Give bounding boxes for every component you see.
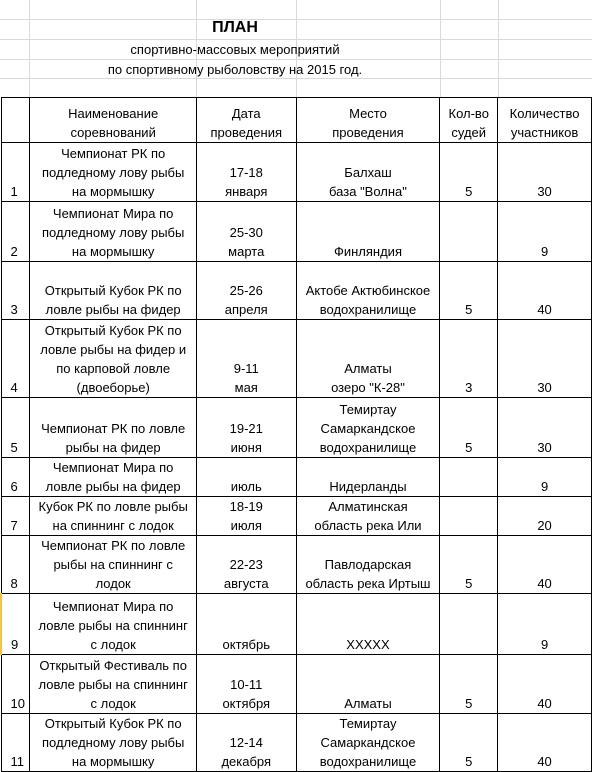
cell-text-line: Павлодарская: [324, 557, 412, 572]
cell-text-line: Самаркандское: [320, 735, 416, 750]
row-number-cell[interactable]: 5: [1, 398, 30, 458]
cell-text-line: Темиртау: [339, 716, 397, 731]
event-place-cell[interactable]: [296, 398, 440, 458]
event-name-cell[interactable]: [30, 202, 196, 262]
cell-text-line: Балхаш: [344, 165, 392, 180]
cell-text-line: апреля: [224, 302, 268, 317]
cell-text-line: Алматы: [344, 696, 392, 711]
event-date-cell[interactable]: [196, 458, 296, 497]
row-number-cell[interactable]: 2: [1, 202, 30, 262]
header-text: Место: [349, 106, 387, 121]
header-text: Наименование: [68, 106, 159, 121]
cell-text-line: 19-21: [229, 421, 263, 436]
table-row: [1, 497, 592, 536]
table-row: [1, 320, 592, 398]
judges-count-cell[interactable]: [440, 202, 498, 262]
event-name-cell[interactable]: [30, 536, 196, 594]
table-row: [1, 536, 592, 594]
table-row: [1, 458, 592, 497]
participants-count-cell[interactable]: 20: [498, 497, 592, 536]
header-cell-place[interactable]: [296, 98, 440, 143]
cell-text-line: водохранилище: [319, 440, 417, 455]
header-text: Количество: [509, 106, 580, 121]
grid-line: [0, 78, 592, 79]
cell-text-line: подледному лову рыбы: [41, 225, 185, 240]
cell-text-line: лодок: [95, 576, 131, 591]
grid-line: [0, 59, 592, 60]
cell-text-line: июня: [230, 440, 262, 455]
header-text: проведения: [332, 125, 404, 140]
cell-text-line: июля: [230, 518, 262, 533]
cell-text-line: с лодок: [90, 696, 136, 711]
cell-text-line: (двоеборье): [76, 380, 150, 395]
header-text: судей: [451, 125, 487, 140]
cell-text-line: октября: [222, 696, 271, 711]
cell-text-line: Самаркандское: [320, 421, 416, 436]
cell-text-line: водохранилище: [319, 302, 417, 317]
cell-text-line: Открытый Фестиваль по: [39, 658, 187, 673]
cell-text-line: 17-18: [229, 165, 263, 180]
cell-text-line: 25-26: [229, 283, 263, 298]
cell-text-line: ловле рыбы на спиннинг: [38, 677, 188, 692]
judges-count-cell[interactable]: 5: [440, 143, 498, 202]
header-text: Кол-во: [448, 106, 489, 121]
row-number-cell[interactable]: 3: [1, 262, 30, 320]
table-row: [1, 655, 592, 714]
event-date-cell[interactable]: [196, 143, 296, 202]
participants-count-cell[interactable]: 9: [498, 202, 592, 262]
table-row: [1, 262, 592, 320]
cell-text-line: Открытый Кубок РК по: [44, 716, 182, 731]
cell-text-line: 9-11: [233, 361, 259, 376]
event-name-cell[interactable]: [30, 594, 196, 655]
event-place-cell[interactable]: [296, 143, 440, 202]
cell-text-line: Темиртау: [339, 402, 397, 417]
cell-text-line: Чемпионат РК по ловле: [41, 421, 186, 436]
table-row: [1, 594, 592, 655]
cell-text-line: ловле рыбы на фидер: [45, 302, 181, 317]
cell-text-line: мая: [234, 380, 258, 395]
cell-text-line: Открытый Кубок РК по: [44, 283, 182, 298]
event-name-cell[interactable]: [30, 714, 196, 772]
event-name-cell[interactable]: [30, 655, 196, 714]
grid-line: [0, 39, 592, 40]
event-name-cell[interactable]: [30, 497, 196, 536]
cell-text-line: подледному лову рыбы: [41, 165, 185, 180]
cell-text-line: Чемпионат Мира по: [52, 460, 174, 475]
participants-count-cell[interactable]: 30: [498, 398, 592, 458]
judges-count-cell[interactable]: 3: [440, 320, 498, 398]
cell-text-line: Чемпионат Мира по: [52, 206, 174, 221]
cell-text-line: водохранилище: [319, 754, 417, 769]
event-place-cell[interactable]: [296, 536, 440, 594]
header-text: участников: [510, 125, 579, 140]
cell-text-line: на мормышку: [71, 754, 155, 769]
event-date-cell[interactable]: [196, 398, 296, 458]
participants-count-cell[interactable]: 40: [498, 655, 592, 714]
judges-count-cell[interactable]: 5: [440, 536, 498, 594]
judges-count-cell[interactable]: [440, 458, 498, 497]
participants-count-cell[interactable]: 40: [498, 262, 592, 320]
event-date-cell[interactable]: [196, 655, 296, 714]
cell-text-line: Актобе Актюбинское: [305, 283, 431, 298]
judges-count-cell[interactable]: 5: [440, 714, 498, 772]
plan-subtitle-line2: по спортивному рыболовству на 2015 год.: [107, 62, 363, 77]
event-place-cell[interactable]: [296, 262, 440, 320]
cell-text-line: 10-11: [230, 677, 263, 692]
cell-text-line: Чемпионат Мира по: [52, 599, 174, 614]
cell-text-line: 12-14: [229, 735, 263, 750]
table-header-row: [1, 98, 592, 143]
event-name-cell[interactable]: [30, 458, 196, 497]
event-date-cell[interactable]: [196, 497, 296, 536]
header-cell-name[interactable]: [30, 98, 196, 143]
cell-text-line: озеро "К-28": [331, 380, 405, 395]
cell-text-line: на мормышку: [71, 244, 155, 259]
cell-text-line: Чемпионат РК по: [61, 146, 166, 161]
cell-text-line: рыбы на фидер: [65, 440, 161, 455]
participants-count-cell[interactable]: 9: [498, 594, 592, 655]
row-number-cell[interactable]: 11: [1, 714, 30, 772]
event-date-cell[interactable]: [196, 594, 296, 655]
event-date-cell[interactable]: [196, 536, 296, 594]
table-row: [1, 143, 592, 202]
participants-count-cell[interactable]: 30: [498, 143, 592, 202]
cell-text-line: ловле рыбы на фидер и: [40, 342, 187, 357]
event-place-cell[interactable]: [296, 202, 440, 262]
judges-count-cell[interactable]: 5: [440, 398, 498, 458]
cell-text-line: на мормышку: [71, 184, 155, 199]
event-name-cell[interactable]: [30, 143, 196, 202]
event-place-cell[interactable]: [296, 655, 440, 714]
row-number-cell[interactable]: 1: [1, 143, 30, 202]
event-name-cell[interactable]: [30, 398, 196, 458]
event-place-cell[interactable]: [296, 714, 440, 772]
judges-count-cell[interactable]: 5: [440, 655, 498, 714]
cell-text-line: марта: [228, 244, 265, 259]
event-date-cell[interactable]: [196, 714, 296, 772]
table-row: [1, 714, 592, 772]
participants-count-cell[interactable]: 40: [498, 714, 592, 772]
cell-text-line: на спиннинг с лодок: [52, 518, 174, 533]
cell-text-line: Нидерланды: [329, 479, 407, 494]
event-date-cell[interactable]: [196, 202, 296, 262]
header-text: соревнований: [70, 125, 156, 140]
cell-text-line: июль: [230, 479, 262, 494]
cell-text-line: рыбы на спиннинг с: [53, 557, 173, 572]
table-row: [1, 202, 592, 262]
participants-count-cell[interactable]: 30: [498, 320, 592, 398]
event-date-cell[interactable]: [196, 262, 296, 320]
header-cell-number[interactable]: [1, 98, 30, 143]
cell-text-line: по карповой ловле: [56, 361, 171, 376]
event-place-cell[interactable]: [296, 458, 440, 497]
event-name-cell[interactable]: [30, 262, 196, 320]
cell-text-line: Открытый Кубок РК по: [44, 323, 182, 338]
event-place-cell[interactable]: [296, 497, 440, 536]
header-cell-judges[interactable]: [440, 98, 498, 143]
cell-text-line: Алматы: [344, 361, 392, 376]
events-table: [0, 97, 592, 772]
plan-subtitle-line1: спортивно-массовых мероприятий: [130, 42, 340, 57]
judges-count-cell[interactable]: [440, 497, 498, 536]
cell-text-line: Чемпионат РК по ловле: [41, 538, 186, 553]
header-text: проведения: [210, 125, 282, 140]
header-cell-participants[interactable]: [498, 98, 592, 143]
cell-text-line: Алматинская: [328, 499, 408, 514]
participants-count-cell[interactable]: 40: [498, 536, 592, 594]
table-row: [1, 398, 592, 458]
cell-text-line: Кубок РК по ловле рыбы: [38, 499, 188, 514]
row-number-cell[interactable]: 4: [1, 320, 30, 398]
cell-text-line: декабря: [221, 754, 272, 769]
cell-text-line: августа: [223, 576, 269, 591]
cell-text-line: января: [225, 184, 268, 199]
cell-text-line: база "Волна": [329, 184, 407, 199]
cell-text-line: 25-30: [229, 225, 263, 240]
event-place-cell[interactable]: [296, 594, 440, 655]
cell-text-line: ловле рыбы на спиннинг: [38, 618, 188, 633]
event-name-cell[interactable]: [30, 320, 196, 398]
grid-line: [498, 0, 499, 97]
sheet-header-area: [0, 0, 592, 97]
cell-text-line: 18-19: [229, 499, 263, 514]
cell-text-line: ловле рыбы на фидер: [45, 479, 181, 494]
plan-title: ПЛАН: [212, 19, 258, 36]
event-date-cell[interactable]: [196, 320, 296, 398]
event-place-cell[interactable]: [296, 320, 440, 398]
row-number-cell[interactable]: 10: [1, 655, 30, 714]
cell-text-line: Финляндия: [333, 244, 402, 259]
judges-count-cell[interactable]: 5: [440, 262, 498, 320]
cell-text-line: ХХХХХ: [346, 637, 390, 652]
judges-count-cell[interactable]: [440, 594, 498, 655]
cell-text-line: с лодок: [90, 637, 136, 652]
row-number-cell[interactable]: 6: [1, 458, 30, 497]
cell-text-line: 22-23: [229, 557, 263, 572]
participants-count-cell[interactable]: 9: [498, 458, 592, 497]
header-text: Дата: [231, 106, 261, 121]
cell-text-line: область река Или: [314, 518, 422, 533]
header-cell-date[interactable]: [196, 98, 296, 143]
cell-text-line: область река Иртыш: [305, 576, 431, 591]
row-number-cell[interactable]: 9: [1, 594, 30, 655]
cell-text-line: октябрь: [222, 637, 271, 652]
cell-text-line: подледному лову рыбы: [41, 735, 185, 750]
row-number-cell[interactable]: 7: [1, 497, 30, 536]
row-number-cell[interactable]: 8: [1, 536, 30, 594]
